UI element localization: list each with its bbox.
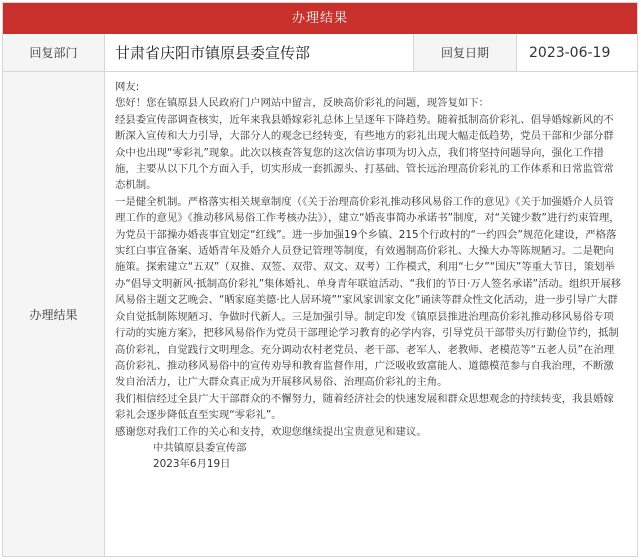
result-row <box>3 72 637 556</box>
result-label: 办理结果 <box>3 72 105 556</box>
body-paragraph: 经县委宣传部调查核实，近年来我县婚嫁彩礼总体上呈逐年下降趋势。随着抵制高价彩礼、倡导婚嫁新风的不断深入宣传和大力引导，大部分人的观念已经转变，有些地方的彩礼出现大幅走低趋势，党员干部和少部分群众中也出现“零彩礼”现象。此次以核查答复您的这次信访事项为切入点，我们将坚持问题导向，强化工作措施，主要从以下几个方面入手，切实形成一套抓源头、打基础、管长远治理高价彩礼的工作体系和日常监管常态机制。 <box>115 113 614 192</box>
measures-paragraph: 一是健全机制。严格落实相关规章制度（《关于治理高价彩礼推动移风易俗工作的意见》《关于加强婚介人员管理工作的意见》《推动移风易俗工作考核办法》），建立“婚丧事简办承诺书”制度，对“关键少数”进行约束管理，为党员干部操办婚丧事宜划定“红线”。进一步加强19个乡镇、215个行政村的“一约四会”规范化建设，严格落实红白事宜备案、适婚青年及婚介人员登记管理等制度，有效遏制高价彩礼、大操大办等陈规陋习。二是靶向施策。探索建立“五双”（双推、双签、双带、双文、双考）工作模式，利用“七夕”“国庆”等重大节日，策划举办“倡导文明新风·抵制高价彩礼”集体婚礼、单身青年联谊活动、“我们的节日·万人签名承诺”活动。组织开展移风易俗主题文艺晚会、“晒家庭美德·比人居环境”“家风家训家文化”诵读等群众性文化活动，进一步引导广大群众自觉抵制陈规陋习、争做时代新人。三是加强引导。制定印发《镇原县推进治理高价彩礼推动移风易俗专项行动的实施方案》，把移风易俗作为党员干部理论学习教育的必学内容，引导党员干部带头厉行勤俭节约，抵制高价彩礼，自觉践行文明理念。充分调动农村老党员、老干部、老军人、老教师、老模范等“五老人员”在治理高价彩礼、推动移风易俗中的宣传劝导和教育监督作用，广泛吸收致富能人、道德模范参与自我治理，不断激发自治活力，让广大群众真正成为开展移风易俗、治理高价彩礼的主角。 <box>115 195 622 389</box>
dept-label: 回复部门 <box>3 34 105 71</box>
conclusion-paragraph: 我们相信经过全县广大干部群众的不懈努力，随着经济社会的快速发展和群众思想观念的持续转变，我县婚嫁彩礼会逐步降低直至实现“零彩礼”。 <box>115 392 614 422</box>
result-content <box>105 72 637 556</box>
sign-date: 2023年6月19日 <box>153 458 231 471</box>
result-panel <box>2 2 638 557</box>
signature: 中共镇原县委宣传部 <box>153 441 247 454</box>
date-label: 回复日期 <box>414 34 517 71</box>
greeting: 网友: <box>115 81 140 93</box>
thanks-paragraph: 感谢您对我们工作的关心和支持，欢迎您继续提出宝贵意见和建议。 <box>115 425 427 438</box>
date-value: 2023-06-19 <box>529 44 611 61</box>
dept-value: 甘肃省庆阳市镇原县委宣传部 <box>105 34 414 71</box>
panel-title: 办理结果 <box>3 3 637 34</box>
intro-paragraph: 您好！您在镇原县人民政府门户网站中留言，反映高价彩礼的问题，现答复如下： <box>115 97 490 110</box>
info-row <box>3 34 637 72</box>
